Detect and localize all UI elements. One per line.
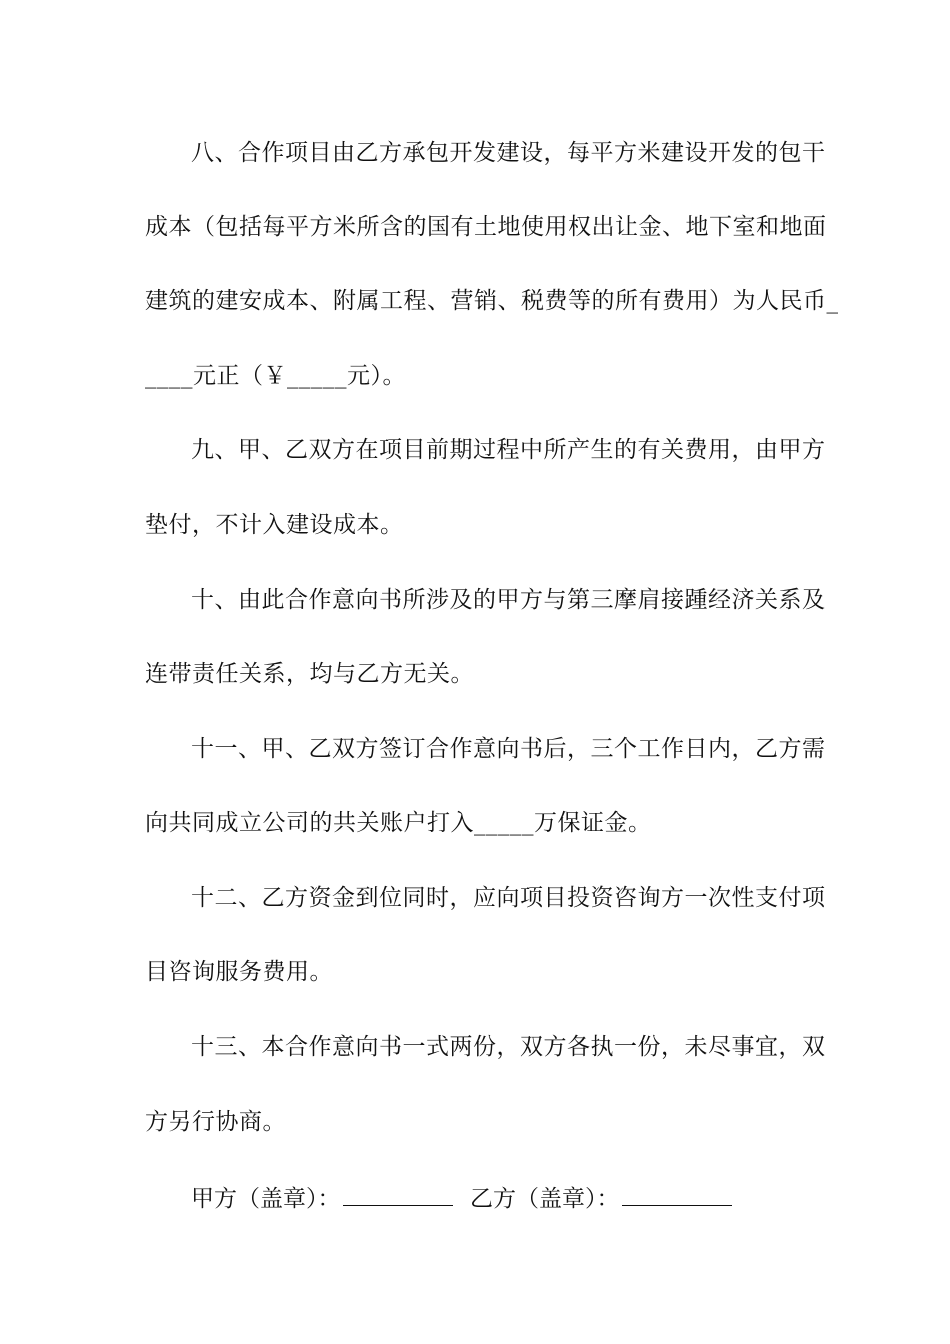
clause-11-line-2: 向共同成立公司的共关账户打入_____万保证金。 xyxy=(145,810,652,836)
clause-8-line-2: 成本（包括每平方米所含的国有土地使用权出让金、地下室和地面 xyxy=(145,214,827,240)
clause-12-line-1: 十二、乙方资金到位同时，应向项目投资咨询方一次性支付项 xyxy=(191,885,826,911)
clause-10-line-2: 连带责任关系，均与乙方无关。 xyxy=(145,661,474,687)
party-a-signature xyxy=(191,1183,453,1214)
clause-12-line-2: 目咨询服务费用。 xyxy=(145,959,333,985)
clause-8-line-4: ____元正（￥_____元）。 xyxy=(145,363,406,389)
party-b-signature xyxy=(470,1183,732,1214)
clause-13-line-1: 十三、本合作意向书一式两份，双方各执一份，未尽事宜，双 xyxy=(191,1034,826,1060)
clause-11-line-1: 十一、甲、乙双方签订合作意向书后，三个工作日内，乙方需 xyxy=(191,736,826,762)
clause-8-line-1: 八、合作项目由乙方承包开发建设，每平方米建设开发的包干 xyxy=(191,140,826,166)
clause-8-line-3: 建筑的建安成本、附属工程、营销、税费等的所有费用）为人民币_ xyxy=(145,288,839,314)
party-b-seal-blank[interactable] xyxy=(622,1183,732,1206)
clause-9-line-1: 九、甲、乙双方在项目前期过程中所产生的有关费用，由甲方 xyxy=(191,437,826,463)
clause-9-line-2: 垫付，不计入建设成本。 xyxy=(145,512,404,538)
clause-13-line-2: 方另行协商。 xyxy=(145,1109,286,1135)
party-a-label: 甲方（盖章）： xyxy=(191,1186,341,1212)
clause-10-line-1: 十、由此合作意向书所涉及的甲方与第三摩肩接踵经济关系及 xyxy=(191,587,826,613)
party-b-label: 乙方（盖章）： xyxy=(470,1186,620,1212)
party-a-seal-blank[interactable] xyxy=(343,1183,453,1206)
